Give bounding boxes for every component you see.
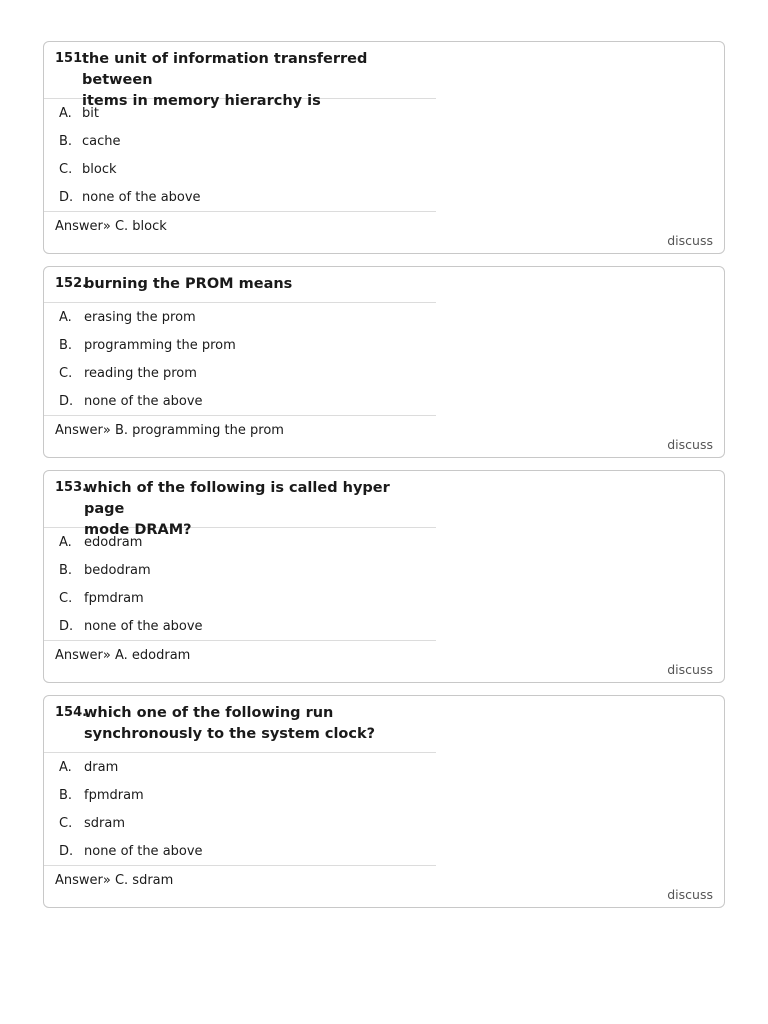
option-letter: A. <box>59 760 72 775</box>
answer-text: Answer» B. programming the prom <box>55 423 284 438</box>
answer-row <box>44 640 436 670</box>
question-card <box>43 266 725 458</box>
option-letter: B. <box>59 134 73 149</box>
option-letter: B. <box>59 563 73 578</box>
question-number: 153. <box>55 480 88 495</box>
option-letter: D. <box>59 190 74 205</box>
option-text: bedodram <box>84 563 151 578</box>
question-text <box>84 274 434 295</box>
question-card <box>43 470 725 683</box>
option-d[interactable] <box>44 387 436 415</box>
answer-text: Answer» C. sdram <box>55 873 174 888</box>
question-header <box>44 471 436 538</box>
option-text: cache <box>82 134 121 149</box>
option-letter: B. <box>59 338 73 353</box>
option-letter: D. <box>59 844 74 859</box>
option-letter: A. <box>59 535 72 550</box>
option-c[interactable] <box>44 155 436 183</box>
answer-text: Answer» A. edodram <box>55 648 191 663</box>
option-a[interactable] <box>44 303 436 331</box>
question-header <box>44 696 436 753</box>
option-b[interactable] <box>44 556 436 584</box>
option-text: fpmdram <box>84 788 144 803</box>
discuss-link[interactable]: discuss <box>667 662 713 677</box>
discuss-link[interactable]: discuss <box>667 233 713 248</box>
option-b[interactable] <box>44 781 436 809</box>
answer-text: Answer» C. block <box>55 219 167 234</box>
question-line: the unit of information transferred between <box>82 51 368 88</box>
discuss-link[interactable]: discuss <box>667 887 713 902</box>
option-text: none of the above <box>82 190 201 205</box>
option-a[interactable] <box>44 753 436 781</box>
question-text <box>84 703 434 745</box>
option-text: none of the above <box>84 394 203 409</box>
option-text: bit <box>82 106 99 121</box>
option-b[interactable] <box>44 127 436 155</box>
question-line: which one of the following run <box>84 705 334 721</box>
question-line: mode DRAM? <box>84 522 192 538</box>
question-header <box>44 267 436 303</box>
question-line: which of the following is called hyper page <box>84 480 390 517</box>
option-d[interactable] <box>44 837 436 865</box>
option-text: programming the prom <box>84 338 236 353</box>
question-number: 152. <box>55 276 88 291</box>
option-letter: C. <box>59 591 73 606</box>
option-text: erasing the prom <box>84 310 196 325</box>
option-letter: C. <box>59 366 73 381</box>
question-number: 151. <box>55 51 88 66</box>
question-line: burning the PROM means <box>84 276 293 292</box>
option-letter: A. <box>59 310 72 325</box>
option-c[interactable] <box>44 584 436 612</box>
option-text: none of the above <box>84 619 203 634</box>
option-text: edodram <box>84 535 143 550</box>
question-line: synchronously to the system clock? <box>84 726 376 742</box>
option-d[interactable] <box>44 183 436 211</box>
option-text: none of the above <box>84 844 203 859</box>
option-letter: A. <box>59 106 72 121</box>
question-number: 154. <box>55 705 88 720</box>
option-text: block <box>82 162 117 177</box>
answer-row <box>44 415 436 445</box>
option-letter: D. <box>59 619 74 634</box>
option-b[interactable] <box>44 331 436 359</box>
question-card <box>43 41 725 254</box>
option-letter: C. <box>59 162 73 177</box>
option-a[interactable] <box>44 99 436 127</box>
option-text: sdram <box>84 816 125 831</box>
question-card <box>43 695 725 908</box>
answer-row <box>44 211 436 241</box>
option-text: dram <box>84 760 119 775</box>
question-line: items in memory hierarchy is <box>82 93 321 109</box>
option-d[interactable] <box>44 612 436 640</box>
discuss-link[interactable]: discuss <box>667 437 713 452</box>
option-letter: D. <box>59 394 74 409</box>
option-text: reading the prom <box>84 366 197 381</box>
question-header <box>44 42 436 109</box>
option-text: fpmdram <box>84 591 144 606</box>
option-c[interactable] <box>44 359 436 387</box>
option-c[interactable] <box>44 809 436 837</box>
option-a[interactable] <box>44 528 436 556</box>
option-letter: B. <box>59 788 73 803</box>
option-letter: C. <box>59 816 73 831</box>
answer-row <box>44 865 436 895</box>
